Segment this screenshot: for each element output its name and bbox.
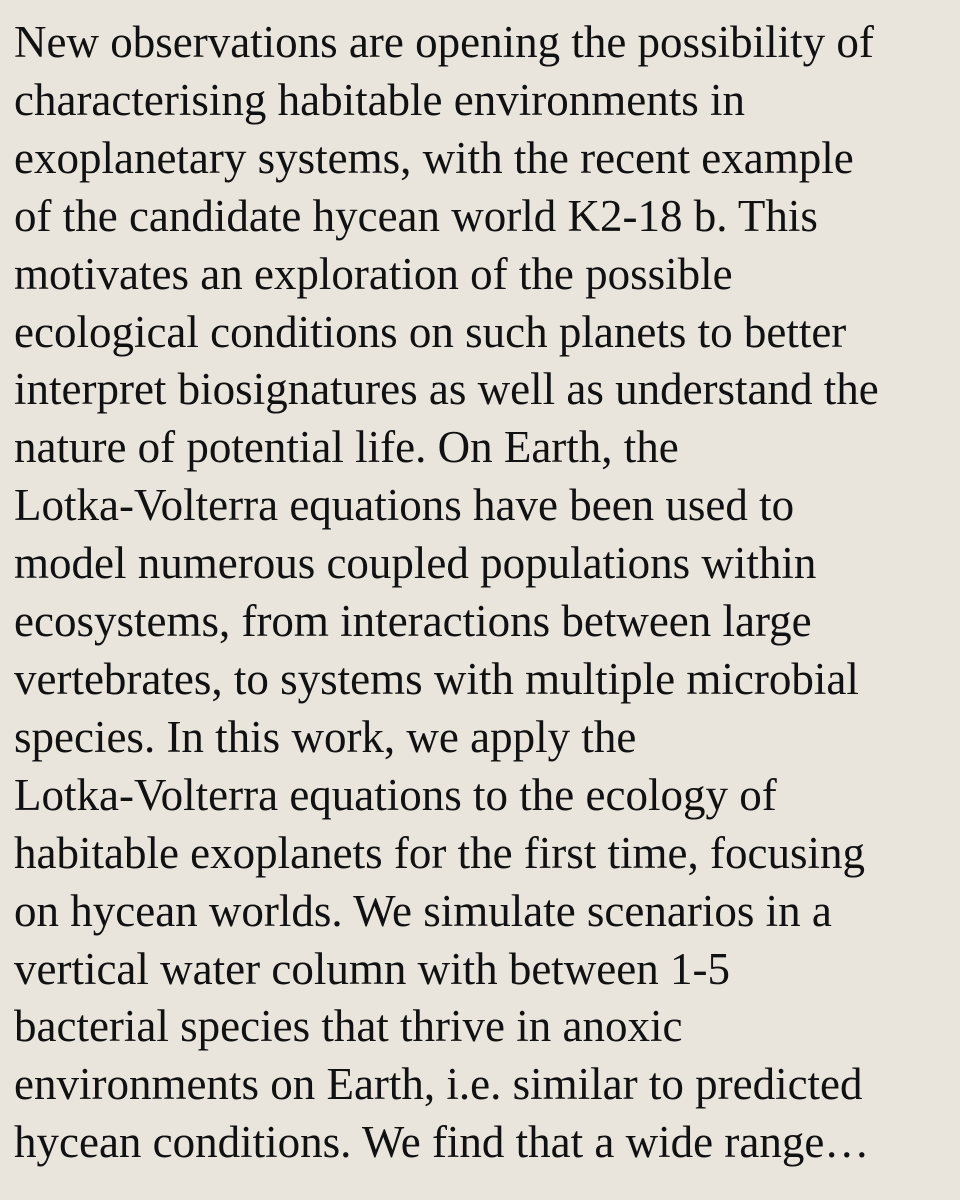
abstract-line: vertebrates, to systems with multiple microbial xyxy=(14,653,859,704)
abstract-line: environments on Earth, i.e. similar to predicted xyxy=(14,1059,863,1110)
abstract-line: motivates an exploration of the possible xyxy=(14,248,733,299)
abstract-line: exoplanetary systems, with the recent example xyxy=(14,132,854,183)
abstract-line: New observations are opening the possibility of xyxy=(14,17,874,67)
abstract-line: of the candidate hycean world K2-18 b. This xyxy=(14,190,818,241)
abstract-line: nature of potential life. On Earth, the xyxy=(14,422,679,473)
abstract-line: hycean conditions. We find that a wide range… xyxy=(14,1117,870,1168)
abstract-line: interpret biosignatures as well as understand the xyxy=(14,364,879,415)
abstract-line: species. In this work, we apply the xyxy=(14,711,637,762)
abstract-line: vertical water column with between 1-5 xyxy=(14,943,730,994)
abstract-line: bacterial species that thrive in anoxic xyxy=(14,1001,683,1052)
abstract-line: Lotka-Volterra equations have been used to xyxy=(14,480,795,531)
abstract-line: on hycean worlds. We simulate scenarios in a xyxy=(14,885,832,936)
abstract-line: characterising habitable environments in xyxy=(14,74,745,125)
abstract-line: model numerous coupled populations within xyxy=(14,538,817,589)
abstract-line: habitable exoplanets for the first time, focusing xyxy=(14,827,866,878)
abstract-line: Lotka-Volterra equations to the ecology of xyxy=(14,769,777,820)
abstract-line: ecological conditions on such planets to better xyxy=(14,306,847,357)
abstract-text xyxy=(14,14,954,1172)
abstract-line: ecosystems, from interactions between large xyxy=(14,596,812,647)
